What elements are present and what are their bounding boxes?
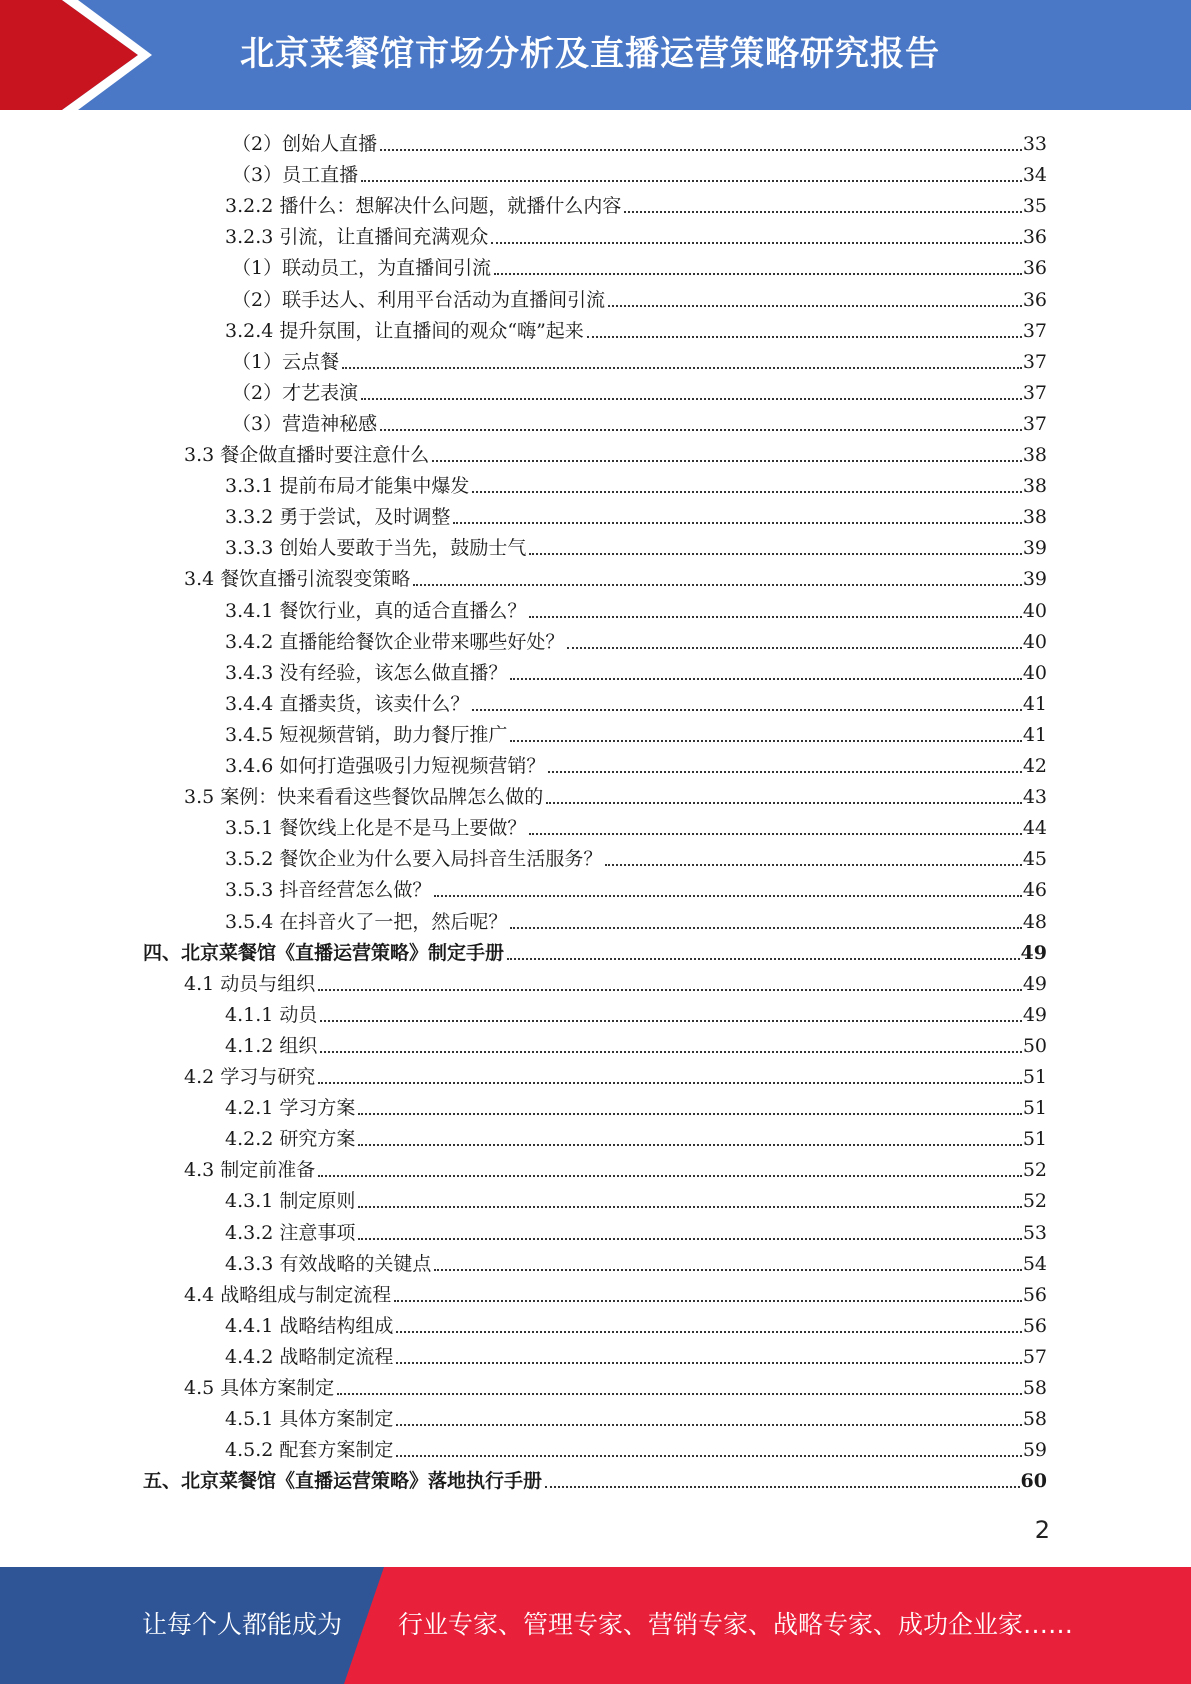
toc-entry-page: 37 bbox=[1022, 412, 1047, 435]
toc-dot-leader bbox=[396, 1455, 1021, 1457]
toc-entry-label: 3.3.1 提前布局才能集中爆发 bbox=[225, 475, 470, 498]
toc-entry[interactable] bbox=[184, 1371, 1047, 1401]
toc-dot-leader bbox=[567, 647, 1021, 649]
toc-entry[interactable] bbox=[232, 283, 1047, 313]
toc-entry-page: 36 bbox=[1022, 226, 1047, 249]
toc-dot-leader bbox=[394, 1300, 1022, 1302]
toc-entry-label: 3.4.6 如何打造强吸引力短视频营销？ bbox=[225, 755, 546, 777]
toc-entry-label: （2）联手达人、利用平台活动为直播间引流 bbox=[232, 288, 606, 311]
toc-entry-page: 58 bbox=[1022, 1408, 1047, 1431]
toc-entry-page: 45 bbox=[1022, 848, 1047, 871]
toc-dot-leader bbox=[608, 305, 1022, 307]
toc-entry-label: （3）营造神秘感 bbox=[232, 412, 378, 435]
toc-entry-page: 49 bbox=[1020, 941, 1047, 964]
toc-entry[interactable] bbox=[184, 1278, 1047, 1308]
toc-dot-leader bbox=[318, 1082, 1022, 1084]
toc-entry-page: 40 bbox=[1022, 599, 1047, 622]
toc-entry-label: 3.5.1 餐饮线上化是不是马上要做？ bbox=[225, 817, 527, 840]
toc-dot-leader bbox=[529, 553, 1021, 555]
toc-entry-page: 56 bbox=[1022, 1283, 1047, 1306]
toc-entry-label: 4.3.3 有效战略的关键点 bbox=[225, 1252, 432, 1275]
toc-entry-page: 36 bbox=[1022, 257, 1047, 280]
toc-entry[interactable] bbox=[225, 718, 1047, 748]
toc-entry-label: 3.4.2 直播能给餐饮企业带来哪些好处？ bbox=[225, 630, 565, 653]
toc-entry[interactable] bbox=[232, 127, 1047, 157]
toc-entry-page: 52 bbox=[1022, 1159, 1047, 1182]
toc-entry[interactable] bbox=[225, 469, 1047, 499]
toc-entry-label: 3.4 餐饮直播引流裂变策略 bbox=[184, 568, 411, 591]
toc-entry[interactable] bbox=[225, 1402, 1047, 1432]
toc-entry-label: 3.4.1 餐饮行业，真的适合直播么？ bbox=[225, 599, 527, 622]
toc-dot-leader bbox=[396, 1331, 1021, 1333]
toc-dot-leader bbox=[624, 211, 1021, 213]
toc-dot-leader bbox=[548, 771, 1021, 773]
toc-entry-page: 50 bbox=[1022, 1034, 1047, 1057]
toc-dot-leader bbox=[361, 180, 1022, 182]
toc-entry-label: 4.5 具体方案制定 bbox=[184, 1377, 335, 1399]
toc-dot-leader bbox=[545, 1486, 1020, 1488]
toc-dot-leader bbox=[318, 989, 1022, 991]
toc-entry-label: 4.2.2 研究方案 bbox=[225, 1128, 356, 1151]
toc-entry[interactable] bbox=[232, 407, 1047, 437]
toc-entry[interactable] bbox=[225, 749, 1047, 779]
toc-entry-page: 60 bbox=[1020, 1470, 1047, 1493]
toc-entry-page: 34 bbox=[1022, 164, 1047, 187]
toc-dot-leader bbox=[318, 1175, 1022, 1177]
toc-entry-page: 38 bbox=[1022, 506, 1047, 529]
toc-entry-label: （2）才艺表演 bbox=[232, 381, 359, 404]
toc-entry[interactable] bbox=[232, 345, 1047, 375]
toc-dot-leader bbox=[396, 1424, 1021, 1426]
toc-dot-leader bbox=[396, 1362, 1021, 1364]
toc-dot-leader bbox=[337, 1393, 1022, 1395]
toc-entry-label: 4.4.1 战略结构组成 bbox=[225, 1314, 394, 1337]
document-title: 北京菜餐馆市场分析及直播运营策略研究报告 bbox=[240, 34, 940, 74]
toc-dot-leader bbox=[358, 1238, 1021, 1240]
toc-entry[interactable] bbox=[225, 905, 1047, 935]
toc-entry-label: 3.4.5 短视频营销，助力餐厅推广 bbox=[225, 723, 508, 746]
toc-entry-label: 3.2.4 提升氛围，让直播间的观众“嗨”起来 bbox=[225, 319, 584, 342]
footer-banner bbox=[0, 1567, 1191, 1684]
toc-entry-page: 58 bbox=[1022, 1377, 1047, 1399]
toc-entry-label: 4.4 战略组成与制定流程 bbox=[184, 1283, 392, 1306]
toc-entry-label: 4.1 动员与组织 bbox=[184, 972, 316, 995]
toc-dot-leader bbox=[494, 273, 1022, 275]
toc-entry-page: 53 bbox=[1022, 1221, 1047, 1244]
toc-entry[interactable] bbox=[225, 1433, 1047, 1463]
toc-dot-leader bbox=[605, 864, 1021, 866]
toc-entry-page: 59 bbox=[1022, 1439, 1047, 1462]
toc-entry-page: 38 bbox=[1022, 475, 1047, 498]
toc-dot-leader bbox=[320, 1051, 1021, 1053]
toc-dot-leader bbox=[320, 1020, 1021, 1022]
toc-entry-label: 五、北京菜餐馆《直播运营策略》落地执行手册 bbox=[143, 1470, 543, 1493]
toc-dot-leader bbox=[358, 1206, 1021, 1208]
toc-entry[interactable] bbox=[225, 842, 1047, 872]
toc-entry-page: 57 bbox=[1022, 1345, 1047, 1368]
toc-dot-leader bbox=[358, 1144, 1021, 1146]
toc-entry[interactable] bbox=[184, 1060, 1047, 1090]
toc-dot-leader bbox=[529, 833, 1021, 835]
toc-entry-page: 49 bbox=[1022, 1003, 1047, 1026]
toc-entry-page: 35 bbox=[1022, 195, 1047, 218]
toc-entry[interactable] bbox=[225, 1029, 1047, 1059]
toc-entry[interactable] bbox=[225, 220, 1047, 250]
toc-entry[interactable] bbox=[225, 594, 1047, 624]
toc-entry[interactable] bbox=[225, 1091, 1047, 1121]
toc-dot-leader bbox=[342, 367, 1022, 369]
toc-dot-leader bbox=[380, 429, 1022, 431]
toc-entry-page: 39 bbox=[1022, 568, 1047, 591]
toc-dot-leader bbox=[510, 740, 1021, 742]
toc-entry-label: 4.2.1 学习方案 bbox=[225, 1097, 356, 1120]
toc-entry-page: 41 bbox=[1022, 723, 1047, 746]
toc-entry-page: 51 bbox=[1022, 1097, 1047, 1120]
toc-dot-leader bbox=[453, 522, 1021, 524]
toc-entry[interactable] bbox=[225, 656, 1047, 686]
toc-dot-leader bbox=[358, 1113, 1021, 1115]
toc-entry-page: 51 bbox=[1022, 1128, 1047, 1151]
toc-entry-page: 51 bbox=[1022, 1066, 1047, 1088]
toc-entry-page: 33 bbox=[1022, 133, 1047, 155]
toc-entry-page: 56 bbox=[1022, 1314, 1047, 1337]
toc-entry[interactable] bbox=[225, 687, 1047, 717]
toc-entry-page: 48 bbox=[1022, 910, 1047, 933]
toc-entry-label: 3.3 餐企做直播时要注意什么 bbox=[184, 444, 430, 466]
toc-entry-label: 3.4.4 直播卖货，该卖什么？ bbox=[225, 692, 470, 715]
toc-dot-leader bbox=[380, 149, 1022, 151]
toc-dot-leader bbox=[472, 709, 1021, 711]
toc-dot-leader bbox=[510, 678, 1021, 680]
toc-entry[interactable] bbox=[225, 189, 1047, 219]
toc-entry[interactable] bbox=[184, 438, 1047, 468]
toc-entry-label: 3.3.3 创始人要敢于当先，鼓励士气 bbox=[225, 537, 527, 560]
toc-entry-label: 3.2.2 播什么：想解决什么问题，就播什么内容 bbox=[225, 195, 622, 218]
toc-entry-page: 39 bbox=[1022, 537, 1047, 560]
toc-entry-label: 四、北京菜餐馆《直播运营策略》制定手册 bbox=[143, 941, 505, 964]
toc-entry-page: 42 bbox=[1022, 755, 1047, 777]
toc-entry[interactable] bbox=[225, 314, 1047, 344]
toc-dot-leader bbox=[434, 1269, 1021, 1271]
toc-entry-label: 4.3.2 注意事项 bbox=[225, 1221, 356, 1244]
toc-dot-leader bbox=[587, 336, 1022, 338]
toc-entry-page: 43 bbox=[1022, 786, 1047, 809]
toc-entry-label: 4.3 制定前准备 bbox=[184, 1159, 316, 1182]
toc-entry[interactable] bbox=[232, 376, 1047, 406]
toc-dot-leader bbox=[413, 584, 1022, 586]
toc-entry-label: 4.1.2 组织 bbox=[225, 1034, 318, 1057]
toc-entry[interactable] bbox=[232, 158, 1047, 188]
toc-entry[interactable] bbox=[225, 1247, 1047, 1277]
toc-entry-page: 36 bbox=[1022, 288, 1047, 311]
toc-entry-page: 37 bbox=[1022, 381, 1047, 404]
toc-entry[interactable] bbox=[184, 967, 1047, 997]
toc-entry[interactable] bbox=[232, 251, 1047, 281]
toc-entry-page: 40 bbox=[1022, 630, 1047, 653]
toc-entry-page: 46 bbox=[1022, 879, 1047, 902]
toc-entry[interactable] bbox=[225, 1340, 1047, 1370]
toc-dot-leader bbox=[529, 616, 1021, 618]
toc-entry-page: 38 bbox=[1022, 444, 1047, 466]
toc-entry-page: 44 bbox=[1022, 817, 1047, 840]
toc-entry-page: 40 bbox=[1022, 661, 1047, 684]
toc-entry-label: （2）创始人直播 bbox=[232, 133, 378, 155]
toc-entry[interactable] bbox=[225, 1216, 1047, 1246]
toc-entry[interactable] bbox=[143, 936, 1047, 966]
toc-entry-label: 4.1.1 动员 bbox=[225, 1003, 318, 1026]
toc-entry-label: 4.2 学习与研究 bbox=[184, 1066, 316, 1088]
toc-entry[interactable] bbox=[225, 1184, 1047, 1214]
toc-entry-page: 52 bbox=[1022, 1190, 1047, 1213]
toc-entry[interactable] bbox=[225, 1309, 1047, 1339]
toc-entry[interactable] bbox=[225, 500, 1047, 530]
toc-dot-leader bbox=[432, 460, 1022, 462]
toc-dot-leader bbox=[510, 927, 1021, 929]
toc-entry-label: 3.4.3 没有经验，该怎么做直播？ bbox=[225, 661, 508, 684]
toc-entry-label: 4.4.2 战略制定流程 bbox=[225, 1345, 394, 1368]
toc-entry-label: （1）云点餐 bbox=[232, 350, 340, 373]
toc-entry[interactable] bbox=[225, 625, 1047, 655]
toc-entry[interactable] bbox=[225, 531, 1047, 561]
toc-dot-leader bbox=[472, 491, 1021, 493]
toc-entry[interactable] bbox=[184, 780, 1047, 810]
toc-entry-label: 3.5.4 在抖音火了一把，然后呢？ bbox=[225, 910, 508, 933]
toc-entry-page: 37 bbox=[1022, 319, 1047, 342]
toc-entry-label: （1）联动员工，为直播间引流 bbox=[232, 257, 492, 280]
toc-entry[interactable] bbox=[225, 811, 1047, 841]
toc-entry[interactable] bbox=[225, 998, 1047, 1028]
toc-entry-label: 3.5.3 抖音经营怎么做？ bbox=[225, 879, 432, 902]
toc-entry-label: （3）员工直播 bbox=[232, 164, 359, 187]
toc-entry-label: 3.2.3 引流，让直播间充满观众 bbox=[225, 226, 489, 249]
toc-entry-page: 41 bbox=[1022, 692, 1047, 715]
toc-entry-label: 4.3.1 制定原则 bbox=[225, 1190, 356, 1213]
toc-entry-label: 3.3.2 勇于尝试，及时调整 bbox=[225, 506, 451, 529]
toc-entry-page: 49 bbox=[1022, 972, 1047, 995]
toc-dot-leader bbox=[361, 398, 1022, 400]
footer-slogan-right: 行业专家、管理专家、营销专家、战略专家、成功企业家…… bbox=[398, 1610, 1074, 1639]
toc-dot-leader bbox=[491, 242, 1021, 244]
toc-entry[interactable] bbox=[143, 1464, 1047, 1494]
toc-entry-label: 4.5.2 配套方案制定 bbox=[225, 1439, 394, 1462]
toc-entry[interactable] bbox=[184, 1153, 1047, 1183]
toc-dot-leader bbox=[507, 958, 1020, 960]
toc-entry[interactable] bbox=[225, 1122, 1047, 1152]
page-number: 2 bbox=[1034, 1516, 1050, 1544]
footer-slogan-left: 让每个人都能成为 bbox=[142, 1610, 343, 1639]
toc-entry-label: 3.5 案例：快来看看这些餐饮品牌怎么做的 bbox=[184, 786, 544, 809]
toc-entry-page: 37 bbox=[1022, 350, 1047, 373]
toc-dot-leader bbox=[434, 895, 1021, 897]
toc-entry[interactable] bbox=[184, 562, 1047, 592]
toc-entry-label: 4.5.1 具体方案制定 bbox=[225, 1408, 394, 1431]
toc-entry-page: 54 bbox=[1022, 1252, 1047, 1275]
toc-entry-label: 3.5.2 餐饮企业为什么要入局抖音生活服务？ bbox=[225, 848, 603, 871]
toc-dot-leader bbox=[546, 802, 1022, 804]
header-banner bbox=[0, 0, 1191, 110]
toc-entry[interactable] bbox=[225, 873, 1047, 903]
